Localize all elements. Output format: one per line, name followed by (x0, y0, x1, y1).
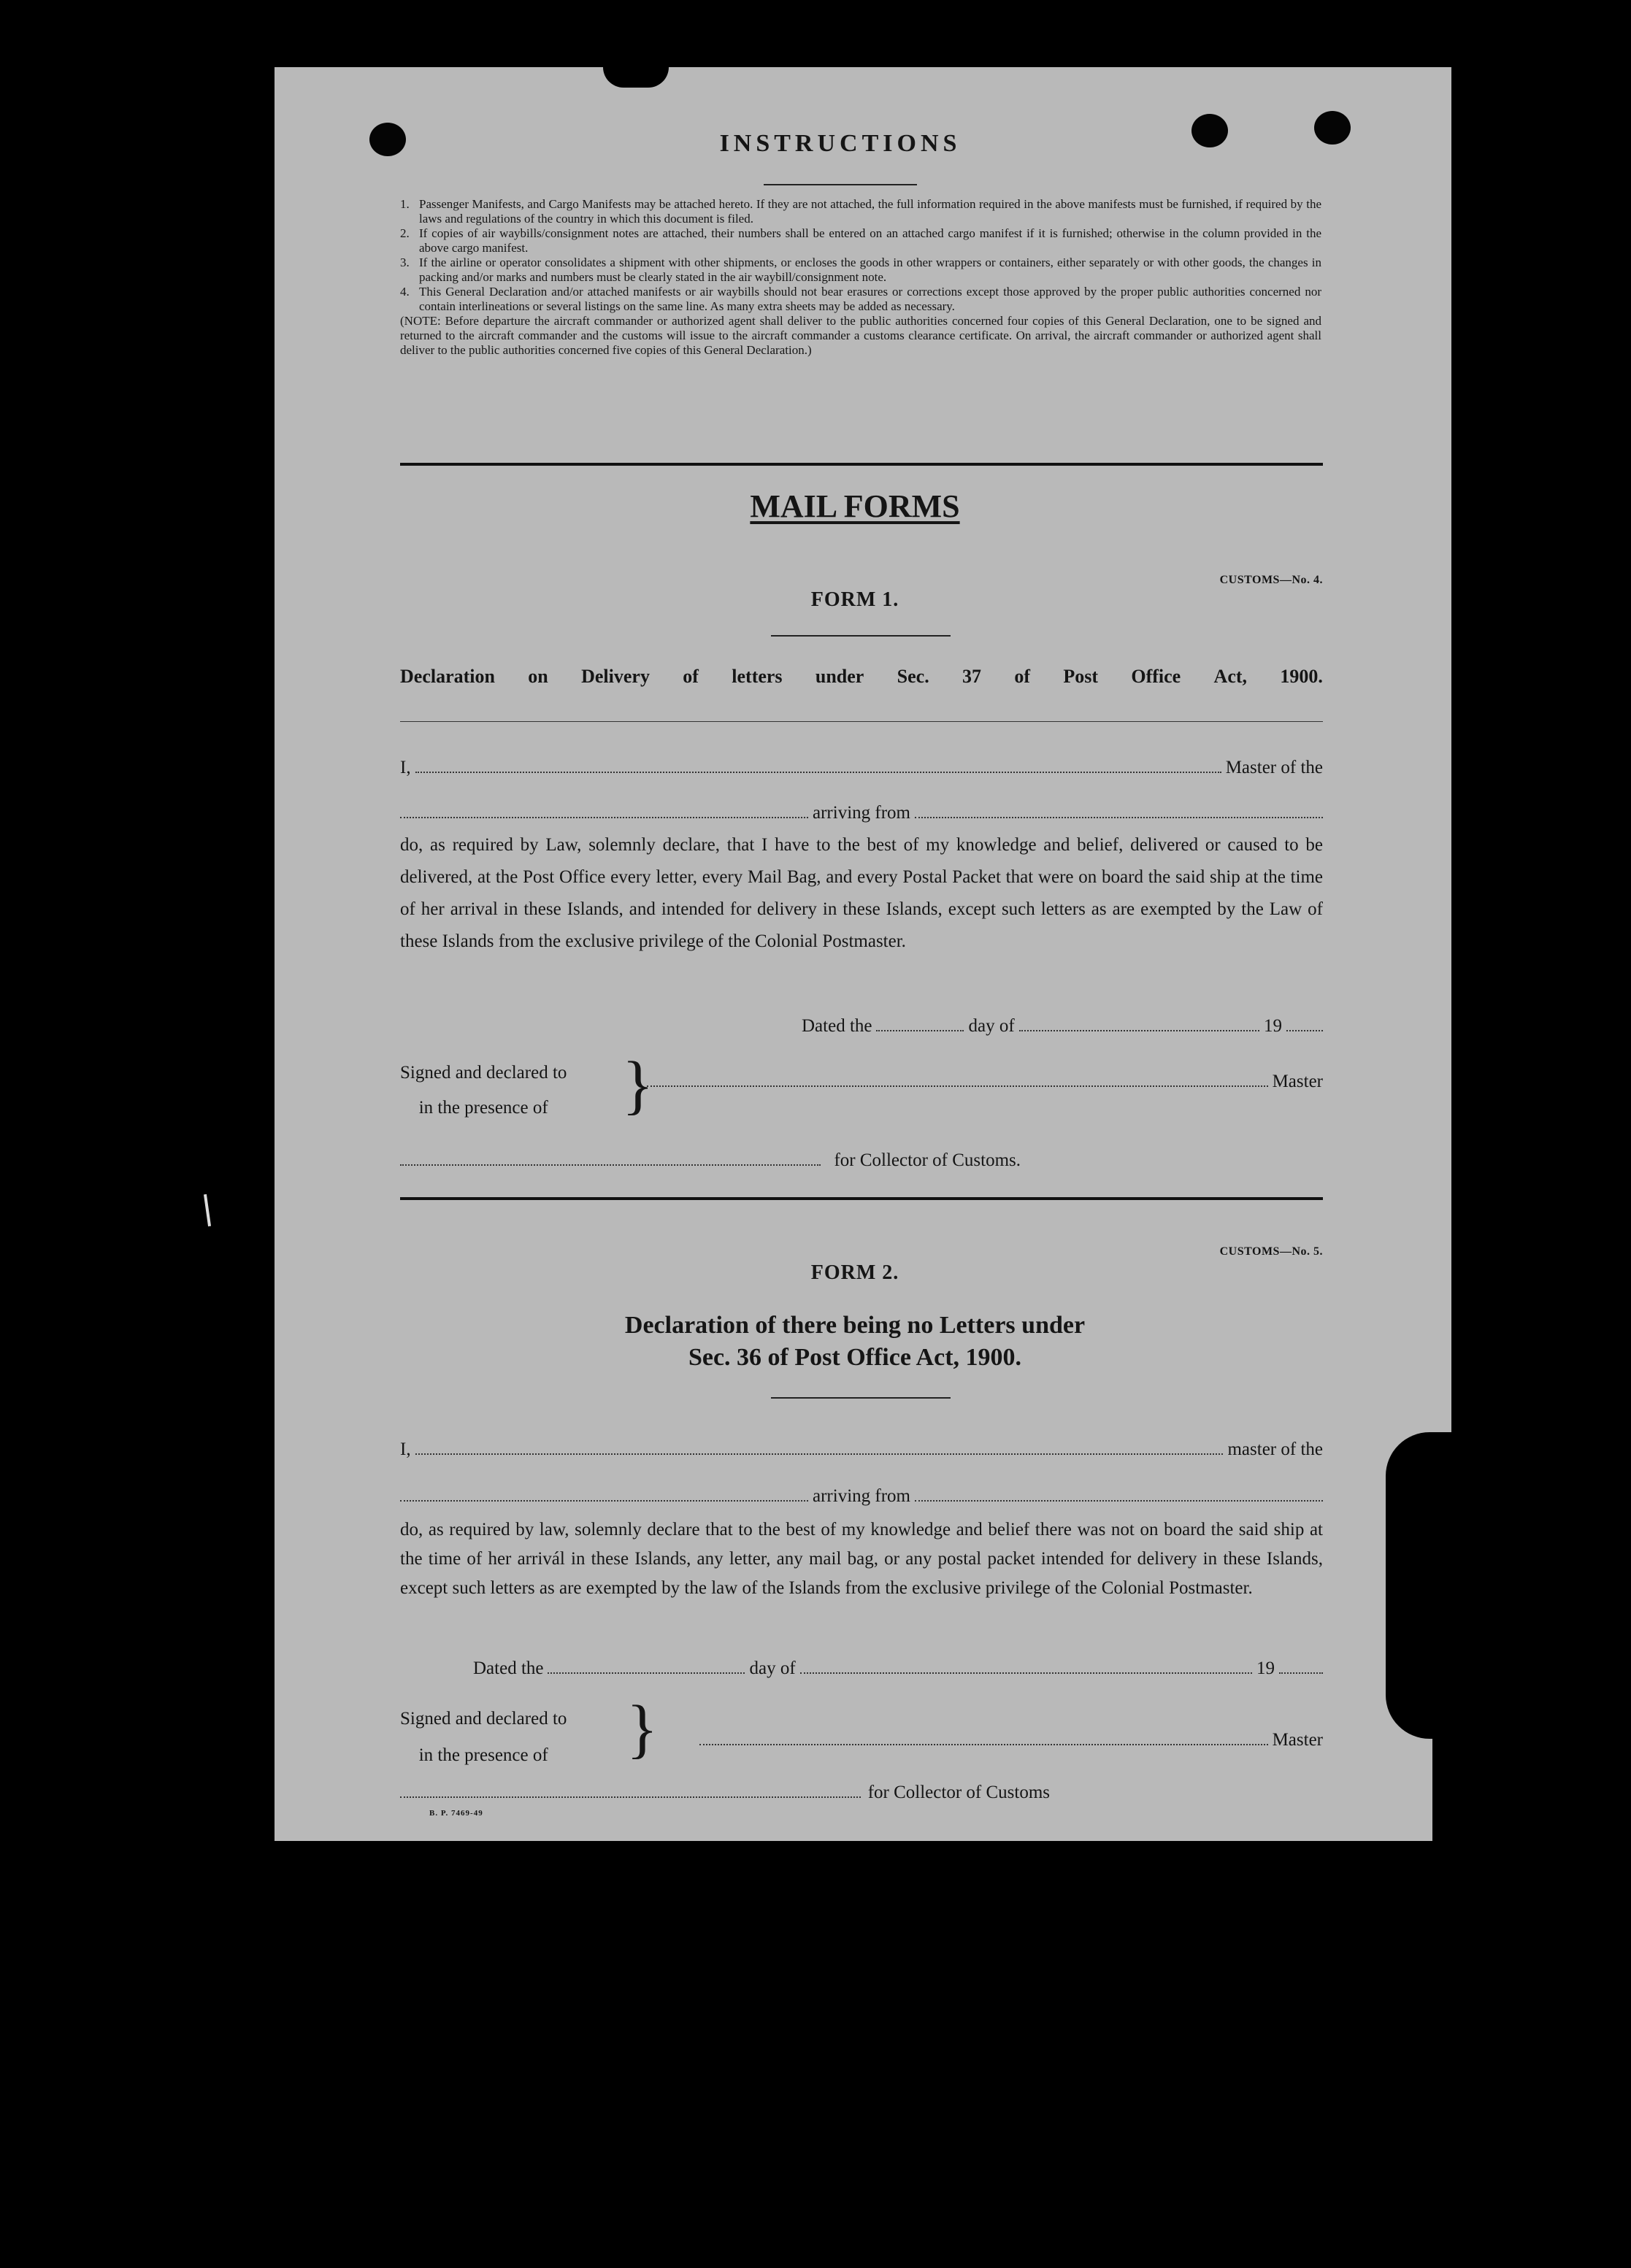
torn-edge (1386, 1432, 1451, 1739)
form1-collector-line (400, 1150, 1021, 1171)
origin-blank[interactable] (915, 804, 1323, 818)
origin-blank[interactable] (915, 1487, 1323, 1502)
year-label: 19 (1264, 1016, 1282, 1036)
i-label: I, (400, 1439, 411, 1459)
section-divider (400, 463, 1323, 466)
name-blank[interactable] (415, 1440, 1224, 1455)
form2-master-signature (699, 1730, 1323, 1750)
month-blank[interactable] (1019, 1017, 1259, 1031)
form2-collector-line (400, 1783, 1050, 1803)
master-label: Master (1272, 1730, 1323, 1750)
form1-date-line (802, 1016, 1323, 1037)
master-of-the-label: Master of the (1225, 758, 1323, 777)
presence-line: in the presence of (418, 1098, 548, 1118)
form1-declaration-body: do, as required by Law, solemnly declare, that I have to the best of my knowledge and belief, delivered or caused to be delivered, at the Post Office every letter, every Mail Bag, and every Postal Packet that were on board the said ship at the time of her arrival in these Islands, and intended for delivery in these Islands, except such letters as are exempted by the Law of these Islands from the exclusive privilege of the Colonial Postmaster. (400, 835, 1323, 951)
month-blank[interactable] (800, 1659, 1252, 1674)
arriving-from-label: arriving from (813, 803, 910, 823)
heading-word: 37 (962, 666, 982, 687)
title-underline (764, 184, 917, 185)
item-number: 1. (400, 197, 410, 211)
form1-title-rule (771, 635, 951, 637)
year-blank[interactable] (1286, 1017, 1323, 1031)
form2-signed-label (400, 1701, 567, 1774)
form2-master-line (400, 1439, 1323, 1460)
heading-word: Office (1131, 666, 1181, 687)
item-text: If the airline or operator consolidates a shipment with other shipments, or encloses the goods in other wrappers or containers, either separately or with other goods, the changes in packing and/or marks and numbers must be clearly stated in the air waybill/consignment note. (419, 255, 1321, 284)
item-text: If copies of air waybills/consignment notes are attached, their numbers shall be entered on an attached cargo manifest if it is furnished; otherwise in the column provided in the above cargo manifest. (419, 226, 1321, 255)
form2-declaration-body: do, as required by law, solemnly declare that to the best of my knowledge and belief there was not on board the said ship at the time of her arrivál in these Islands, any letter, any mail bag, or any postal packet intended for delivery in these Islands, except such letters as are exempted by the law of the Islands from the exclusive privilege of the Colonial Postmaster. (400, 1520, 1323, 1598)
heading-word: Act, (1213, 666, 1248, 687)
instruction-item (400, 255, 1321, 285)
form2-title: FORM 2. (810, 1261, 899, 1284)
heading-word: Delivery (581, 666, 650, 687)
day-of-label: day of (968, 1016, 1015, 1036)
for-collector-label: for Collector of Customs (867, 1783, 1050, 1802)
collector-blank[interactable] (400, 1783, 861, 1798)
day-of-label: day of (749, 1658, 796, 1678)
instruction-item (400, 197, 1321, 226)
date-blank[interactable] (548, 1659, 745, 1674)
document-page (275, 67, 1451, 1841)
torn-edge (1432, 1717, 1451, 1841)
arriving-from-label: arriving from (813, 1486, 910, 1506)
form1-heading-rule (400, 721, 1323, 722)
dated-the-label: Dated the (473, 1658, 544, 1678)
item-text: Passenger Manifests, and Cargo Manifests may be attached hereto. If they are not attached, the full information required in the above manifests must be furnished, if required by the laws and regulations of the country in which this document is filed. (419, 197, 1321, 226)
instruction-note: (NOTE: Before departure the aircraft commander or authorized agent shall deliver to the public authorities concerned four copies of this General Declaration, one to be signed and returned to the aircraft commander and the customs will issue to the aircraft commander a customs clearance certificate. On arrival, the aircraft commander or authorized agent shall deliver to the public authorities concerned five copies of this General Declaration.) (400, 314, 1321, 357)
item-number: 2. (400, 226, 410, 240)
date-blank[interactable] (876, 1017, 964, 1031)
form1-title: FORM 1. (810, 588, 899, 611)
collector-blank[interactable] (400, 1151, 821, 1166)
form2-declaration-heading (275, 1310, 1435, 1374)
form2-title-rule (771, 1397, 951, 1399)
heading-word: of (683, 666, 699, 687)
form2-date-line (473, 1658, 1323, 1679)
instruction-item (400, 226, 1321, 255)
signed-line: Signed and declared to (400, 1709, 567, 1729)
ship-blank[interactable] (400, 804, 808, 818)
instruction-item (400, 285, 1321, 314)
dated-the-label: Dated the (802, 1016, 872, 1036)
form2-customs-number: CUSTOMS—No. 5. (1219, 1245, 1323, 1258)
heading-word: Post (1063, 666, 1099, 687)
signature-blank[interactable] (647, 1072, 1268, 1087)
print-code: B. P. 7469-49 (429, 1809, 483, 1818)
for-collector-label: for Collector of Customs. (834, 1150, 1021, 1170)
item-text: This General Declaration and/or attached manifests or air waybills should not bear erasures or corrections except those approved by the proper public authorities concerned nor contain interlineations or several listings on the same line. As many extra sheets may be added as necessary. (419, 285, 1321, 313)
form1-declaration-heading (400, 666, 1323, 688)
form1-master-line (400, 758, 1323, 778)
heading-line: Sec. 36 of Post Office Act, 1900. (688, 1344, 1022, 1371)
item-number: 3. (400, 255, 410, 269)
signed-line: Signed and declared to (400, 1063, 567, 1083)
instructions-title: INSTRUCTIONS (719, 130, 962, 157)
signature-blank[interactable] (699, 1731, 1268, 1745)
heading-line: Declaration of there being no Letters under (624, 1312, 1086, 1339)
item-number: 4. (400, 285, 410, 299)
heading-word: under (815, 666, 864, 687)
instructions-list (400, 197, 1321, 358)
brace-icon: } (622, 1049, 654, 1121)
form1-master-signature (647, 1072, 1323, 1092)
form1-customs-number: CUSTOMS—No. 4. (1219, 574, 1323, 586)
year-label: 19 (1256, 1658, 1275, 1678)
form-divider (400, 1197, 1323, 1200)
heading-word: 1900. (1280, 666, 1323, 687)
master-label: Master (1272, 1072, 1323, 1091)
form1-arriving-line (400, 803, 1323, 823)
heading-word: letters (732, 666, 783, 687)
heading-word: on (528, 666, 548, 687)
paper-notch (603, 67, 669, 88)
brace-icon: } (626, 1693, 659, 1765)
heading-word: of (1014, 666, 1031, 687)
heading-word: Declaration (400, 666, 495, 687)
i-label: I, (400, 758, 411, 777)
heading-word: Sec. (897, 666, 929, 687)
name-blank[interactable] (415, 758, 1221, 773)
presence-line: in the presence of (418, 1745, 548, 1765)
ship-blank[interactable] (400, 1487, 808, 1502)
mail-forms-title: MAIL FORMS (750, 488, 960, 524)
form2-arriving-line (400, 1486, 1323, 1507)
master-of-the-label: master of the (1227, 1439, 1323, 1459)
scan-mark (204, 1194, 211, 1226)
year-blank[interactable] (1279, 1659, 1323, 1674)
form1-signed-label (400, 1056, 567, 1126)
